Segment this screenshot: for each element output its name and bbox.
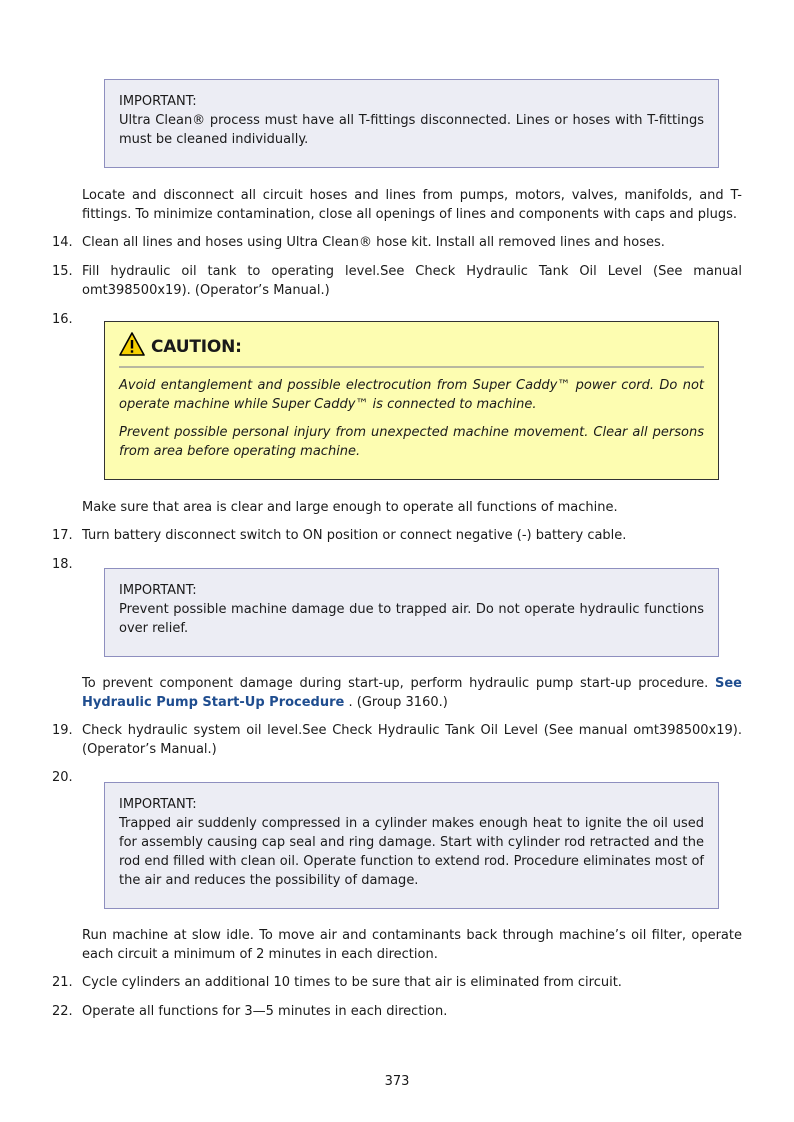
step-number: 18. xyxy=(52,557,73,572)
caution-notice xyxy=(104,321,719,480)
step-17-text: Turn battery disconnect switch to ON position or connect negative (-) battery cable. xyxy=(82,528,627,543)
step-number: 14. xyxy=(52,235,73,250)
important-notice-1 xyxy=(104,79,719,168)
step-number: 20. xyxy=(52,770,73,785)
step-19-text: Check hydraulic system oil level.See Check Hydraulic Tank Oil Level (See manual omt398500x19). (Operator’s Manual.) xyxy=(82,723,742,757)
step-21-text: Cycle cylinders an additional 10 times to be sure that air is eliminated from circuit. xyxy=(82,975,622,990)
group-reference: . (Group 3160.) xyxy=(344,695,448,710)
step-15-text: Fill hydraulic oil tank to operating level.See Check Hydraulic Tank Oil Level (See manual omt398500x19). (Operator’s Manual.) xyxy=(82,264,742,298)
step-number: 19. xyxy=(52,723,73,738)
caution-text-1: Avoid entanglement and possible electrocution from Super Caddy™ power cord. Do not operate machine while Super Caddy™ is connected to machine. xyxy=(119,378,704,412)
step-22-text: Operate all functions for 3—5 minutes in each direction. xyxy=(82,1004,448,1019)
important-heading: IMPORTANT: xyxy=(119,797,197,812)
caution-text-2: Prevent possible personal injury from unexpected machine movement. Clear all persons from area before operating machine. xyxy=(119,425,704,459)
hydraulic-pump-startup-link[interactable]: See Hydraulic Pump Start-Up Procedure xyxy=(82,676,742,710)
warning-triangle-icon xyxy=(119,332,145,362)
area-clear-paragraph: Make sure that area is clear and large enough to operate all functions of machine. xyxy=(82,500,618,515)
important-heading: IMPORTANT: xyxy=(119,94,197,109)
important-heading: IMPORTANT: xyxy=(119,583,197,598)
step-number: 22. xyxy=(52,1004,73,1019)
step-number: 15. xyxy=(52,264,73,279)
caution-header xyxy=(119,334,704,360)
startup-text: To prevent component damage during start-up, perform hydraulic pump start-up procedure. xyxy=(82,676,715,691)
step-number: 17. xyxy=(52,528,73,543)
step-14-text: Clean all lines and hoses using Ultra Clean® hose kit. Install all removed lines and hoses. xyxy=(82,235,665,250)
step-number: 16. xyxy=(52,312,73,327)
page-number: 373 xyxy=(384,1074,410,1089)
important-text: Ultra Clean® process must have all T-fittings disconnected. Lines or hoses with T-fittings must be cleaned individually. xyxy=(119,113,704,147)
important-text: Trapped air suddenly compressed in a cylinder makes enough heat to ignite the oil used for assembly causing cap seal and ring damage. Start with cylinder rod retracted and the rod end filled with clean oil. Operate function to extend rod. Procedure eliminates most of the air and reduces the possibility of damage. xyxy=(119,816,704,888)
startup-paragraph xyxy=(82,674,742,712)
important-notice-2 xyxy=(104,568,719,657)
important-notice-3 xyxy=(104,782,719,909)
important-text: Prevent possible machine damage due to trapped air. Do not operate hydraulic functions over relief. xyxy=(119,602,704,636)
caution-title: CAUTION: xyxy=(151,336,242,357)
step-number: 21. xyxy=(52,975,73,990)
locate-disconnect-paragraph: Locate and disconnect all circuit hoses and lines from pumps, motors, valves, manifolds, and T-fittings. To minimize contamination, close all openings of lines and components with caps and plugs. xyxy=(82,188,742,222)
run-machine-paragraph: Run machine at slow idle. To move air and contaminants back through machine’s oil filter, operate each circuit a minimum of 2 minutes in each direction. xyxy=(82,928,742,962)
caution-divider xyxy=(119,366,704,368)
